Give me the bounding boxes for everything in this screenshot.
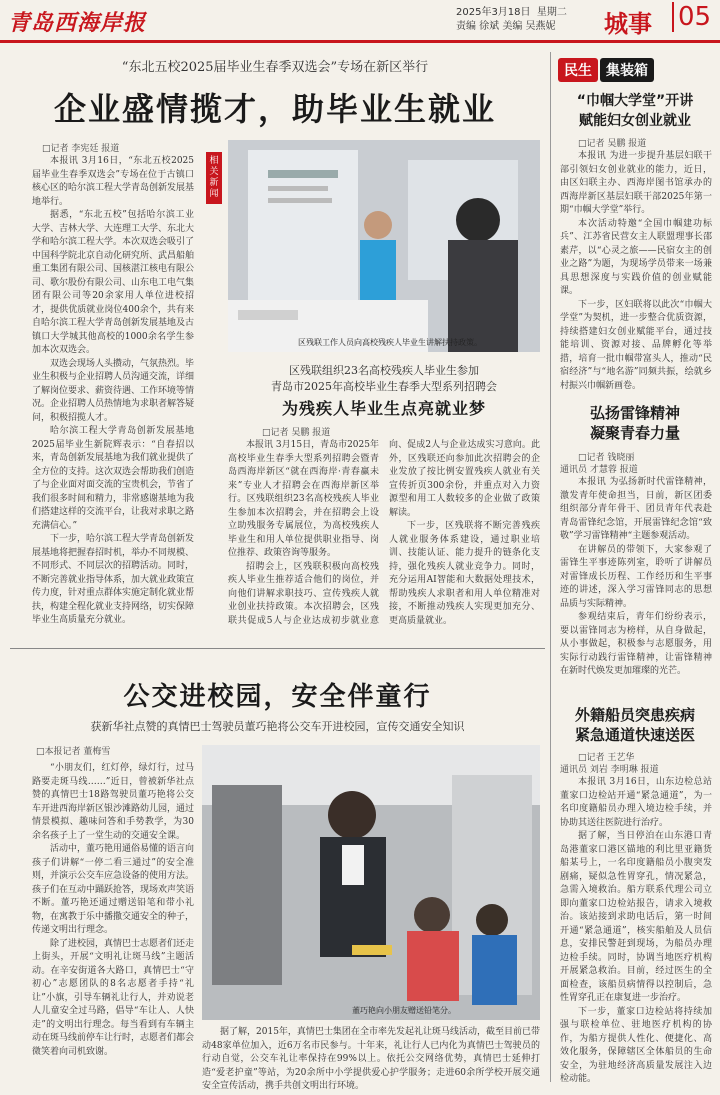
bottom-para: 除了进校园，真情巴士志愿者们还走上街头，开展“文明礼让斑马线”主题活动。在辛安街道各大路口，真情巴士“守初心”志愿团队的8名志愿者手持“礼让”小旗，引导车辆礼让行人，并劝说老人儿童安全过马路，倡导“车让人、人快走”的文明出行理念。每当看到有车辆主动在斑马线前停车让行时，志愿者们都会微笑着向司机致谢。 — [32, 938, 195, 1057]
r3-para: 本报讯 3月16日，山东边检总站董家口边检站开通“紧急通道”，为一名印度籍船员办理入境边检手续，并协助其送往医院进行治疗。 — [560, 777, 712, 828]
lead-para: 据悉，“东北五校”包括哈尔滨工业大学、吉林大学、大连理工大学、东北大学和哈尔滨工程大学。本次双选会吸引了中国科学院北京自动化研究所、武昌船舶重工集团有限公司、国核湛江核电有限公司、歌尔股份有限公司、山东电工电气集团有限公司等20余家用人单位进校招才，提供优质就业岗位400余个，共有来自哈尔滨工程大学青岛创新发展基地及古镇口大学城其他高校的1000余名学生参加本次双选会。 — [32, 210, 195, 355]
r1-byline: □记者 吴鹏 报道 — [578, 139, 647, 149]
lead-para: 双选会现场人头攒动，气氛热烈。毕业生积极与企业招聘人员沟通交流，详细了解岗位要求、薪资待遇、工作环境等情况。企业招聘人员热情地为求职者解答疑问，积极招揽人才。 — [32, 358, 195, 423]
editor-line: 责编 徐斌 美编 吴燕妮 — [456, 21, 556, 32]
r1-headline-1: “巾帼大学堂”开讲 — [576, 93, 694, 109]
badge-right: 集装箱 — [600, 58, 654, 82]
masthead-meta — [456, 6, 567, 34]
bottom-para: 活动中，董巧艳用通俗易懂的语言向孩子们讲解“一停二看三通过”的安全准则，并演示公交车应急设备的使用方法。孩子们在互动中踊跃抢答，现场欢声笑语不断。董巧艳还通过赠送铅笔和带小礼物，在寓教于乐中播撒交通安全的种子，传递文明出行理念。 — [32, 844, 195, 935]
lead-byline: □记者 李宪廷 报道 — [42, 144, 120, 154]
lead-para: 下一步，哈尔滨工程大学青岛创新发展基地将把握春招时机，举办不同规模、不同形式、不同层次的招聘活动。同时，不断完善就业指导体系，加大就业政策宣传力度，针对重点群体实施定制化就业帮扶，构建全程化就业支持网络，切实保障毕业生高质量充分就业。 — [32, 534, 195, 625]
section-divider — [10, 648, 545, 649]
r1-body — [560, 150, 712, 391]
job-fair-photo — [228, 140, 540, 352]
lead-para: 哈尔滨工程大学青岛创新发展基地2025届毕业生新院辉表示：“自春招以来，青岛创新发展基地为我们就业提供了全方位的支持。这次双选会帮助我们创造了与企业面对面交流的宝贵机会，节省了我们很多时间和精力，非常感谢基地为我们搭建这样的交流平台，让我对求职之路充满信心。” — [32, 426, 195, 531]
issue-date: 2025年3月18日 — [456, 7, 531, 18]
bottom-kicker: 获新华社点赞的真情巴士驾驶员董巧艳将公交车开进校园，宣传交通安全知识 — [90, 720, 465, 733]
bottom-body-col1 — [32, 762, 194, 1088]
bottom-body-col2 — [202, 1026, 540, 1091]
sub-headline: 为残疾人毕业生点亮就业梦 — [281, 399, 486, 418]
bottom-byline: □本报记者 董梅雪 — [36, 747, 111, 757]
badge-left: 民生 — [558, 58, 598, 82]
r3-para: 据了解，当日停泊在山东港口青岛港董家口港区锚地的利比里亚籍货船某号上，一名印度籍船员小腹突发剧痛，疑似急性胃穿孔，情况紧急，急需入境救治。船方联系代理公司立即向董家口边检站报告，请求入境救治。该站接到求助电话后，第一时间开通“紧急通道”，核实船舶及人员信息，安排民警赶到现场，为船员办理边检手续。同时，协调当地医疗机构开展紧急救治。目前，经过医生的全面检查，该船员病情得以控制后，急性胃穿孔正在康复进一步治疗。 — [560, 831, 712, 1003]
paper-name: 青岛西海岸报 — [8, 10, 147, 36]
r1-headline-2: 赋能妇女创业就业 — [579, 113, 691, 129]
r3-body — [560, 776, 712, 1086]
bottom-headline: 公交进校园，安全伴童行 — [123, 682, 432, 712]
r1-para: 本次活动特邀“全国巾帼建功标兵”、江苏省民营女主人联盟理事长邵素芹，以“心灵之旅——民宿女主的创业之路”为题，为现场学员带来一场兼具思想深度与实践价值的创业赋能课。 — [560, 218, 712, 296]
sub-body — [228, 439, 540, 639]
lead-body — [32, 155, 194, 633]
lead-para: 本报讯 3月16日，“东北五校2025届毕业生春季双选会”专场在位于古镇口核心区的哈尔滨工程大学青岛创新发展基地举行。 — [32, 156, 195, 207]
bottom-para: 据了解，2015年，真情巴士集团在全市率先发起礼让斑马线活动，截至目前已带动48家单位加入，近6万名市民参与。十年来，礼让行人已内化为真情巴士驾驶员的行动自觉，公交车礼让率保持在99%以上。依托公交网络优势，真情巴士延伸打造“爱老护童”等站，为20余所中小学提供爱心护学服务；走进60余所学校开展交通安全宣传活动，携手共创文明出行环境。 — [202, 1027, 540, 1091]
section-name: 城事 — [604, 10, 652, 38]
sub-kicker-2: 青岛市2025年高校毕业生春季大型系列招聘会 — [271, 380, 497, 393]
r3-headline-1: 外籍船员突患疾病 — [574, 706, 695, 724]
sub-byline: □记者 吴鹏 报道 — [262, 428, 331, 438]
r2-headline-2: 凝聚青春力量 — [589, 424, 680, 442]
job-fair-photo-art — [228, 140, 540, 352]
column-divider — [550, 52, 551, 1082]
bottom-para: “小朋友们，红灯停，绿灯行，过马路要走斑马线……”近日，曾被新华社点赞的真情巴士18路驾驶员董巧艳将公交车开进西海岸新区银沙滩路幼儿园，通过情景模拟、趣味问答和手势教学，为30余名孩子上了一堂生动的交通安全课。 — [32, 763, 195, 841]
bus-photo — [202, 745, 540, 1020]
r3-byline-1: □记者 王艺华 — [578, 753, 635, 763]
issue-weekday: 星期二 — [536, 7, 567, 18]
lead-headline: 企业盛情揽才，助毕业生就业 — [53, 90, 496, 128]
minsheng-badge — [558, 58, 654, 82]
r2-para: 在讲解员的带领下，大家参观了雷锋生平事迹陈列室，聆听了讲解员对雷锋成长历程、工作经历和生平事迹的讲述，深入学习雷锋同志的思想品质与实际精神。 — [560, 544, 712, 609]
bus-caption: 董巧艳向小朋友赠送铅笔分。 — [352, 1006, 456, 1015]
r3-para: 下一步，董家口边检站将持续加强与联检单位、驻地医疗机构的协作，为船方提供人性化、便捷化、高效化服务，保障辖区全体船员的生命安全，为驻地经济高质量发展注入边检动能。 — [560, 1006, 712, 1084]
r2-body — [560, 476, 712, 686]
r2-para: 参观结束后，青年们纷纷表示，要以雷锋同志为榜样，从自身做起，从小事做起，积极参与志愿服务，用实际行动践行雷锋精神，让雷锋精神在新时代焕发更加璀璨的光芒。 — [560, 612, 712, 676]
job-fair-caption: 区残联工作人员向高校残疾人毕业生讲解扶持政策。 — [298, 338, 482, 347]
r1-para: 本报讯 为进一步提升基层妇联干部引领妇女创业就业的能力，近日，由区妇联主办、西海岸图书馆承办的西海岸新区基层妇联干部2025年第一期“巾帼大学堂”举行。 — [560, 151, 712, 215]
r1-para: 下一步，区妇联将以此次“巾帼大学堂”为契机，进一步整合优质资源，持续搭建妇女创业赋能平台，通过技能培训、资源对接、品牌孵化等举措，培育一批巾帼带富头人，推动“民宿经济”与“地名游”同频共振，绘就乡村振兴巾帼新画卷。 — [560, 299, 712, 391]
r2-para: 本报讯 为弘扬新时代雷锋精神，激发青年使命担当，日前，新区团委组织部分青年骨干、团员青年代表赴青岛雷锋纪念馆，开展雷锋纪念馆“致敬”学习雷锋精神“主题参观活动。 — [560, 477, 712, 541]
masthead-rule — [0, 40, 720, 43]
sub-para: 本报讯 3月15日，青岛市2025年高校毕业生春季大型系列招聘会暨青岛西海岸新区“就在西海岸·青春赢未来”专业人才招聘会在西海岸新区举行。区残联组织23名高校残疾人毕业生参加本次招聘会，并在招聘会上设立助残服务专属展位，为高校残疾人毕业生和用人单位提供职业指导、岗位推荐、政策咨询等服务。 — [228, 440, 379, 558]
r2-byline-1: □记者 钱晓丽 — [578, 453, 635, 463]
sub-para: 下一步，区残联将不断完善残疾人就业服务体系建设，通过职业培训、技能认证、能力提升的链条化支持，强化残疾人就业竞争力。同时，充分运用AI智能和大数据处理技术，帮助残疾人求职者和用人单位精准对接，不断推动残疾人实现更加充分、更高质量就业。 — [389, 521, 540, 626]
related-news-tag: 相关新闻 — [206, 152, 222, 204]
sub-para: 招聘会上，区残联积极向高校残疾人毕业生推荐适合他们的岗位，并向他们讲解求职技巧、宣传残疾人就业创业扶持政策。本次招聘会，区残联共促成5人与企业达成初步就业意向、促成2人与企业达成实习意向。此外，区残联还向参加此次招聘会的企业发放了按比例安置残疾人就业有关宣传折页300余份，并重点对入力资源型和用工人数较多的企业做了政策解读。 — [228, 440, 540, 626]
bus-photo-art — [202, 745, 540, 1020]
lead-kicker: “东北五校2025届毕业生春季双选会”专场在新区举行 — [121, 60, 429, 75]
r2-byline-2: 通讯员 才慧蓉 报道 — [560, 465, 638, 475]
r3-byline-2: 通讯员 刘岩 李明琳 报道 — [560, 765, 659, 775]
sub-kicker-1: 区残联组织23名高校残疾人毕业生参加 — [289, 364, 479, 377]
page-number: 05 — [672, 2, 711, 32]
r3-headline-2: 紧急通道快速送医 — [574, 726, 695, 744]
r2-headline-1: 弘扬雷锋精神 — [589, 404, 680, 422]
